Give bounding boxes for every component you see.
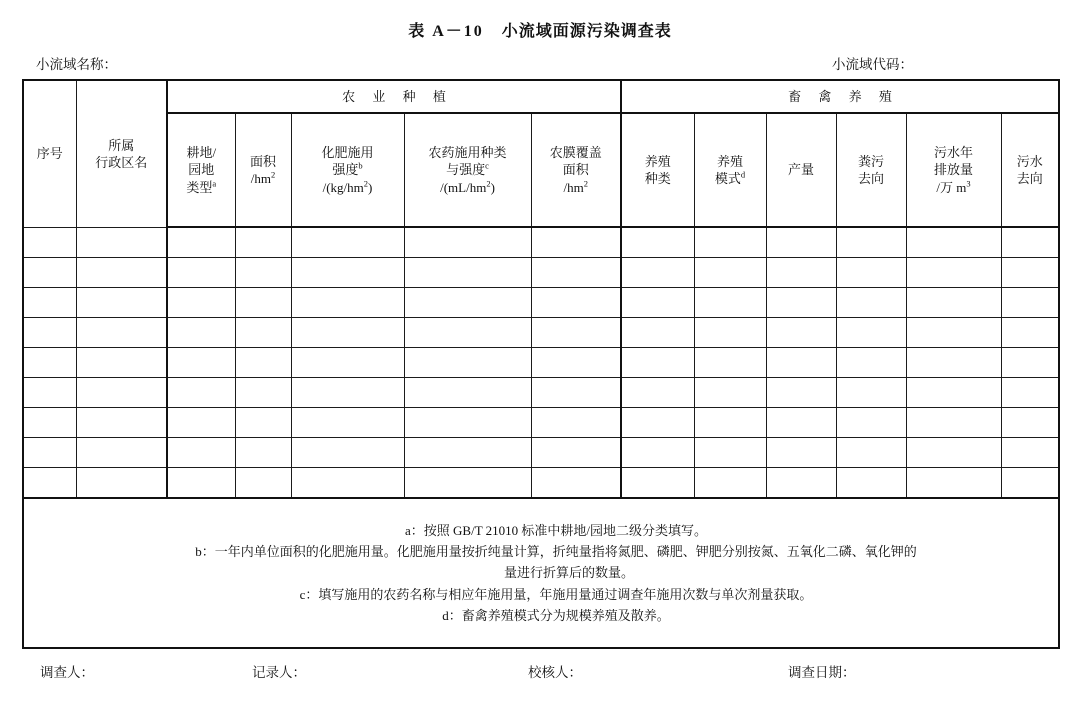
cell-seq[interactable] — [23, 378, 76, 408]
cell-sewage_dir[interactable] — [1001, 227, 1059, 258]
table-row[interactable] — [23, 318, 1059, 348]
cell-district[interactable] — [76, 318, 167, 348]
table-row[interactable] — [23, 288, 1059, 318]
cell-sewage_vol[interactable] — [906, 258, 1001, 288]
cell-output[interactable] — [766, 288, 836, 318]
cell-area[interactable] — [235, 408, 291, 438]
cell-land_type[interactable] — [167, 378, 235, 408]
col-header-land-type: 耕地/ 园地 类型$^a$ — [167, 113, 235, 227]
col-header-seq-label: 序号 — [36, 146, 63, 162]
checker-label: 校核人： — [528, 665, 582, 680]
footnote-ref-c: c — [485, 161, 489, 172]
cell-sewage_vol[interactable] — [906, 318, 1001, 348]
cell-pesticide[interactable] — [404, 318, 531, 348]
cell-seq[interactable] — [23, 258, 76, 288]
cell-breed_type[interactable] — [621, 468, 694, 499]
investigator-label: 调查人： — [40, 665, 94, 680]
cell-area[interactable] — [235, 258, 291, 288]
cell-output[interactable] — [766, 258, 836, 288]
cell-film[interactable] — [531, 348, 621, 378]
pollution-survey-table — [22, 79, 1060, 649]
footnote-ref-b: b — [358, 161, 363, 172]
cell-fertilizer[interactable] — [291, 318, 404, 348]
cell-district[interactable] — [76, 378, 167, 408]
footnotes-cell — [23, 498, 1059, 648]
cell-sewage_vol[interactable] — [906, 288, 1001, 318]
cell-breed_mode[interactable] — [694, 408, 766, 438]
cell-land_type[interactable] — [167, 288, 235, 318]
footnote-a-text: 按照 GB/T 21010 标准中耕地/园地二级分类填写。 — [423, 523, 708, 539]
survey-date-label: 调查日期： — [788, 665, 856, 680]
footnote-a — [24, 520, 1058, 541]
cell-seq[interactable] — [23, 288, 76, 318]
cell-manure[interactable] — [836, 348, 906, 378]
cell-breed_type[interactable] — [621, 288, 694, 318]
group-header-livestock: 畜 禽 养 殖 — [621, 80, 1059, 113]
cell-sewage_dir[interactable] — [1001, 438, 1059, 468]
cell-sewage_vol[interactable] — [906, 378, 1001, 408]
group-header-agriculture: 农 业 种 植 — [167, 80, 621, 113]
page-title — [0, 18, 1080, 41]
cell-district[interactable] — [76, 227, 167, 258]
cell-breed_mode[interactable] — [694, 318, 766, 348]
cell-fertilizer[interactable] — [291, 348, 404, 378]
cell-pesticide[interactable] — [404, 468, 531, 499]
cell-output[interactable] — [766, 468, 836, 499]
footnote-ref-d: d — [740, 169, 746, 180]
cell-fertilizer[interactable] — [291, 468, 404, 499]
cell-manure[interactable] — [836, 378, 906, 408]
col-header-seq — [23, 80, 76, 227]
cell-breed_mode[interactable] — [694, 438, 766, 468]
footnote-b-text-cont: 量进行折算后的数量。 — [504, 565, 635, 581]
cell-film[interactable] — [531, 408, 621, 438]
cell-district[interactable] — [76, 408, 167, 438]
cell-breed_type[interactable] — [621, 258, 694, 288]
cell-seq[interactable] — [23, 468, 76, 499]
cell-breed_mode[interactable] — [694, 348, 766, 378]
cell-area[interactable] — [235, 288, 291, 318]
basin-code-label: 小流域代码： — [832, 57, 913, 72]
footnote-b-marker: b： — [195, 544, 215, 560]
cell-output[interactable] — [766, 348, 836, 378]
cell-sewage_vol[interactable] — [906, 227, 1001, 258]
cell-breed_mode[interactable] — [694, 227, 766, 258]
footnote-c-marker: c： — [299, 586, 319, 602]
recorder-label: 记录人： — [252, 665, 306, 680]
col-header-area: 面积 $/hm^2$ — [235, 113, 291, 227]
cell-area[interactable] — [235, 438, 291, 468]
col-header-film: 农膜覆盖 面积 $/hm^2$ — [531, 113, 621, 227]
col-header-breed-type: 养殖 种类 — [621, 113, 694, 227]
table-row[interactable] — [23, 438, 1059, 468]
table-number: 表 A－10 — [408, 23, 484, 40]
cell-manure[interactable] — [836, 318, 906, 348]
cell-seq[interactable] — [23, 438, 76, 468]
footnote-c — [24, 584, 1058, 605]
cell-sewage_vol[interactable] — [906, 468, 1001, 499]
cell-pesticide[interactable] — [404, 408, 531, 438]
cell-land_type[interactable] — [167, 318, 235, 348]
cell-breed_mode[interactable] — [694, 258, 766, 288]
footnote-b-text: 一年内单位面积的化肥施用量。化肥施用量按折纯量计算，折纯量指将氮肥、磷肥、钾肥分别按氮、五氧化二磷、氧化钾的 — [214, 544, 917, 560]
cell-area[interactable] — [235, 318, 291, 348]
cell-breed_type[interactable] — [621, 348, 694, 378]
cell-seq[interactable] — [23, 348, 76, 378]
cell-breed_type[interactable] — [621, 227, 694, 258]
cell-manure[interactable] — [836, 258, 906, 288]
cell-manure[interactable] — [836, 468, 906, 499]
cell-sewage_dir[interactable] — [1001, 408, 1059, 438]
col-header-sewage-direction: 污水 去向 — [1001, 113, 1059, 227]
cell-pesticide[interactable] — [404, 227, 531, 258]
cell-fertilizer[interactable] — [291, 288, 404, 318]
cell-sewage_dir[interactable] — [1001, 348, 1059, 378]
col-header-output-label: 产量 — [787, 162, 814, 178]
cell-sewage_dir[interactable] — [1001, 318, 1059, 348]
table-row[interactable] — [23, 348, 1059, 378]
cell-district[interactable] — [76, 258, 167, 288]
table-body — [23, 227, 1059, 498]
basin-name-label: 小流域名称： — [36, 57, 117, 72]
cell-sewage_dir[interactable] — [1001, 468, 1059, 499]
cell-fertilizer[interactable] — [291, 408, 404, 438]
col-header-district-l1: 所属 — [108, 137, 135, 153]
cell-sewage_dir[interactable] — [1001, 258, 1059, 288]
cell-pesticide[interactable] — [404, 378, 531, 408]
col-header-district-l2: 行政区名 — [95, 154, 148, 170]
cell-area[interactable] — [235, 468, 291, 499]
cell-seq[interactable] — [23, 227, 76, 258]
footnote-d-marker: d： — [442, 607, 462, 623]
footnote-b — [24, 541, 1058, 583]
cell-manure[interactable] — [836, 288, 906, 318]
cell-breed_mode[interactable] — [694, 468, 766, 499]
cell-land_type[interactable] — [167, 408, 235, 438]
footnote-d-text: 畜禽养殖模式分为规模养殖及散养。 — [461, 607, 670, 623]
cell-land_type[interactable] — [167, 438, 235, 468]
cell-district[interactable] — [76, 288, 167, 318]
cell-breed_mode[interactable] — [694, 378, 766, 408]
col-header-breed-mode: 养殖 模式$^d$ — [694, 113, 766, 227]
cell-land_type[interactable] — [167, 227, 235, 258]
cell-film[interactable] — [531, 288, 621, 318]
cell-pesticide[interactable] — [404, 288, 531, 318]
cell-film[interactable] — [531, 438, 621, 468]
cell-fertilizer[interactable] — [291, 258, 404, 288]
table-row[interactable] — [23, 258, 1059, 288]
group-header-row — [23, 80, 1059, 113]
cell-output[interactable] — [766, 378, 836, 408]
cell-district[interactable] — [76, 468, 167, 499]
cell-area[interactable] — [235, 378, 291, 408]
col-header-manure: 粪污 去向 — [836, 113, 906, 227]
col-header-output — [766, 113, 836, 227]
cell-breed_type[interactable] — [621, 438, 694, 468]
footnote-c-text: 填写施用的农药名称与相应年施用量，年施用量通过调查年施用次数与单次剂量获取。 — [318, 586, 813, 602]
cell-film[interactable] — [531, 378, 621, 408]
footnote-d — [24, 605, 1058, 626]
col-header-district — [76, 80, 167, 227]
cell-land_type[interactable] — [167, 258, 235, 288]
cell-breed_type[interactable] — [621, 408, 694, 438]
cell-manure[interactable] — [836, 438, 906, 468]
cell-fertilizer[interactable] — [291, 227, 404, 258]
table-row[interactable] — [23, 468, 1059, 499]
cell-sewage_dir[interactable] — [1001, 288, 1059, 318]
cell-output[interactable] — [766, 438, 836, 468]
cell-area[interactable] — [235, 227, 291, 258]
cell-area[interactable] — [235, 348, 291, 378]
cell-land_type[interactable] — [167, 348, 235, 378]
column-header-row — [23, 113, 1059, 227]
cell-district[interactable] — [76, 438, 167, 468]
notes-row — [23, 498, 1059, 648]
cell-land_type[interactable] — [167, 468, 235, 499]
cell-fertilizer[interactable] — [291, 438, 404, 468]
cell-breed_type[interactable] — [621, 378, 694, 408]
cell-seq[interactable] — [23, 318, 76, 348]
cell-sewage_vol[interactable] — [906, 348, 1001, 378]
cell-seq[interactable] — [23, 408, 76, 438]
cell-film[interactable] — [531, 318, 621, 348]
cell-pesticide[interactable] — [404, 438, 531, 468]
cell-output[interactable] — [766, 408, 836, 438]
table-container — [0, 79, 1080, 649]
cell-fertilizer[interactable] — [291, 378, 404, 408]
cell-district[interactable] — [76, 348, 167, 378]
col-header-sewage-volume: 污水年 排放量 /万 $m^3$ — [906, 113, 1001, 227]
cell-manure[interactable] — [836, 408, 906, 438]
cell-sewage_dir[interactable] — [1001, 378, 1059, 408]
signature-line — [0, 661, 1080, 685]
footnote-ref-a: a — [212, 178, 217, 189]
cell-manure[interactable] — [836, 227, 906, 258]
cell-film[interactable] — [531, 468, 621, 499]
identity-line — [0, 53, 1080, 73]
cell-pesticide[interactable] — [404, 348, 531, 378]
table-name: 小流域面源污染调查表 — [501, 23, 672, 40]
cell-sewage_vol[interactable] — [906, 438, 1001, 468]
footnote-a-marker: a： — [405, 523, 424, 539]
table-row[interactable] — [23, 408, 1059, 438]
cell-sewage_vol[interactable] — [906, 408, 1001, 438]
cell-output[interactable] — [766, 227, 836, 258]
col-header-pesticide: 农药施用种类 与强度$^c$ $/(mL/hm^2)$ — [404, 113, 531, 227]
cell-output[interactable] — [766, 318, 836, 348]
table-row[interactable] — [23, 378, 1059, 408]
cell-film[interactable] — [531, 258, 621, 288]
table-row[interactable] — [23, 227, 1059, 258]
cell-film[interactable] — [531, 227, 621, 258]
cell-breed_type[interactable] — [621, 318, 694, 348]
col-header-fertilizer: 化肥施用 强度$^b$ $/(kg/hm^2)$ — [291, 113, 404, 227]
cell-breed_mode[interactable] — [694, 288, 766, 318]
cell-pesticide[interactable] — [404, 258, 531, 288]
